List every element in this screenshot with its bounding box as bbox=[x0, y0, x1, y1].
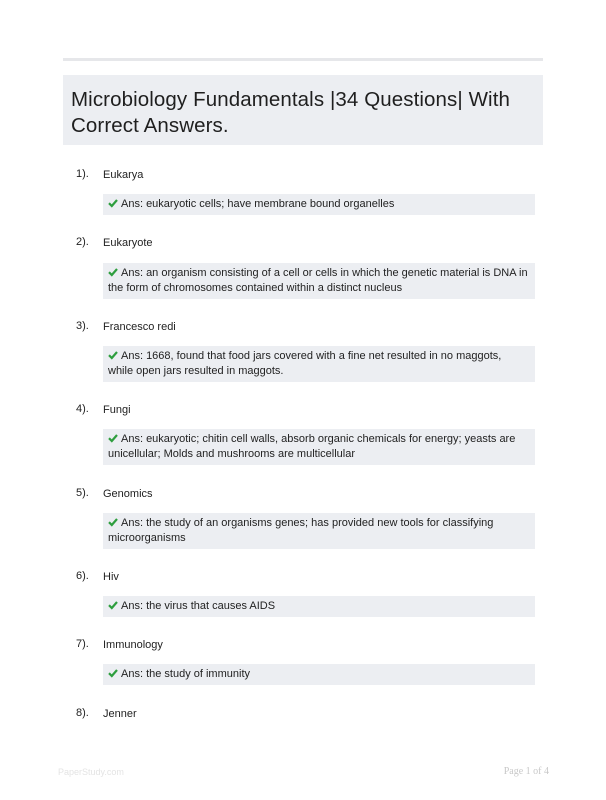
answer-text: Ans: eukaryotic; chitin cell walls, absorb organic chemicals for energy; yeasts are unicellular; Molds and mushrooms are multicellular bbox=[108, 433, 516, 460]
answer-box bbox=[103, 263, 535, 299]
answer-text: Ans: 1668, found that food jars covered with a fine net resulted in no maggots, while open jars resulted in maggots. bbox=[108, 350, 502, 377]
question-item bbox=[0, 570, 606, 590]
question-number: 3). bbox=[76, 320, 89, 332]
answer-box bbox=[103, 346, 535, 382]
question-number: 1). bbox=[76, 168, 89, 180]
question-term: Jenner bbox=[103, 708, 137, 720]
question-item bbox=[0, 403, 606, 423]
answer-text: Ans: the study of an organisms genes; has provided new tools for classifying microorganisms bbox=[108, 517, 494, 544]
answer-text: Ans: the study of immunity bbox=[121, 668, 250, 680]
question-item bbox=[0, 638, 606, 658]
question-item bbox=[0, 236, 606, 256]
check-icon bbox=[108, 350, 118, 360]
question-term: Francesco redi bbox=[103, 321, 176, 333]
question-number: 4). bbox=[76, 403, 89, 415]
question-term: Immunology bbox=[103, 639, 163, 651]
check-icon bbox=[108, 517, 118, 527]
top-divider bbox=[63, 58, 543, 61]
answer-box bbox=[103, 664, 535, 685]
question-term: Fungi bbox=[103, 404, 131, 416]
question-number: 8). bbox=[76, 707, 89, 719]
answer-box bbox=[103, 429, 535, 465]
check-icon bbox=[108, 600, 118, 610]
question-term: Eukaryote bbox=[103, 237, 153, 249]
question-item bbox=[0, 320, 606, 340]
page-indicator: Page 1 of 4 bbox=[503, 766, 549, 777]
document-title: Microbiology Fundamentals |34 Questions| With Correct Answers. bbox=[71, 88, 511, 137]
answer-box bbox=[103, 596, 535, 617]
question-number: 5). bbox=[76, 487, 89, 499]
question-term: Genomics bbox=[103, 488, 153, 500]
question-number: 2). bbox=[76, 236, 89, 248]
footer-watermark: PaperStudy.com bbox=[58, 767, 124, 777]
question-term: Eukarya bbox=[103, 169, 144, 181]
question-item bbox=[0, 487, 606, 507]
answer-box bbox=[103, 513, 535, 549]
question-number: 7). bbox=[76, 638, 89, 650]
question-item bbox=[0, 168, 606, 188]
question-item bbox=[0, 707, 606, 727]
check-icon bbox=[108, 267, 118, 277]
check-icon bbox=[108, 433, 118, 443]
question-term: Hiv bbox=[103, 571, 119, 583]
check-icon bbox=[108, 198, 118, 208]
question-number: 6). bbox=[76, 570, 89, 582]
answer-box bbox=[103, 194, 535, 215]
answer-text: Ans: an organism consisting of a cell or cells in which the genetic material is DNA in the form of chromosomes contained within a distinct nucleus bbox=[108, 267, 528, 294]
answer-text: Ans: the virus that causes AIDS bbox=[121, 600, 276, 612]
title-banner bbox=[63, 75, 543, 145]
check-icon bbox=[108, 668, 118, 678]
answer-text: Ans: eukaryotic cells; have membrane bound organelles bbox=[121, 198, 395, 210]
